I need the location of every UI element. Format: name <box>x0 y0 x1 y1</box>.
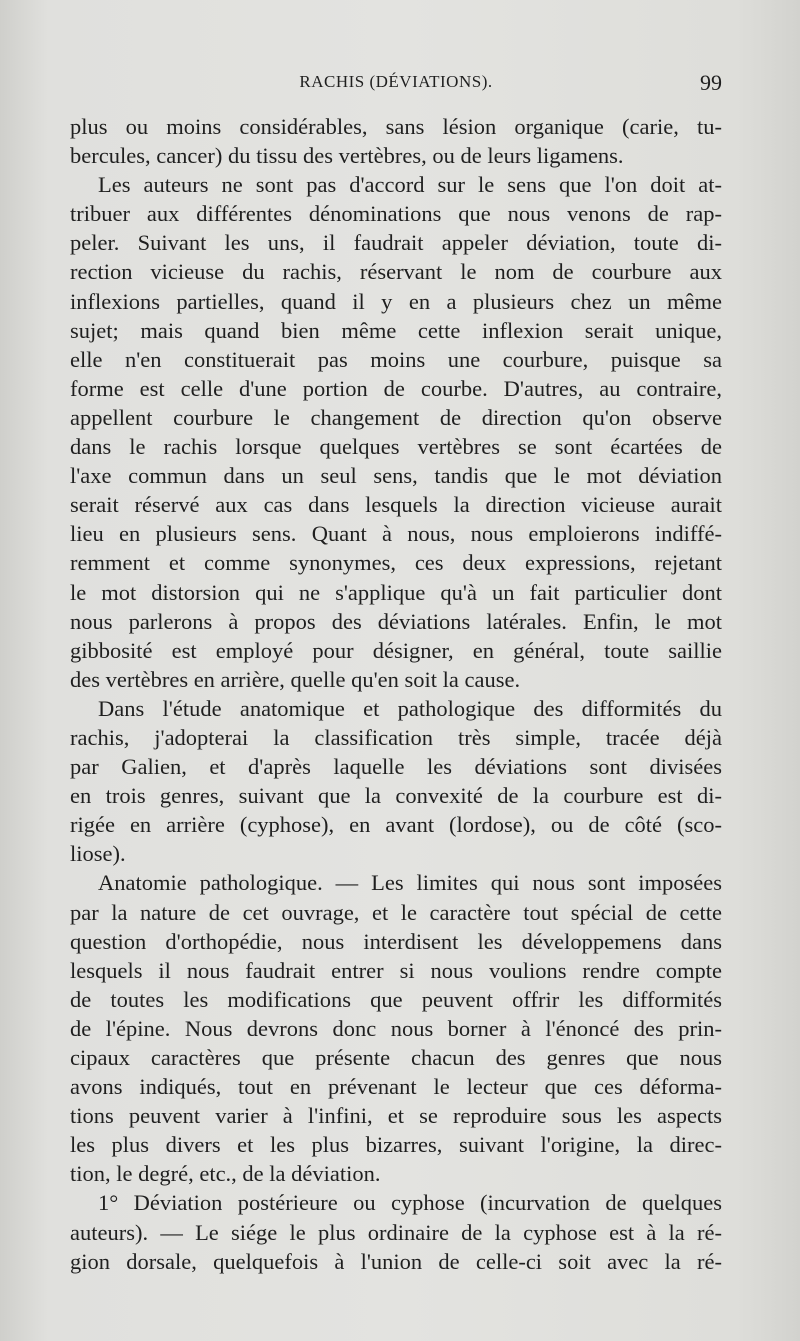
text-line: tion, le degré, etc., de la déviation. <box>70 1161 381 1187</box>
text-line: liose). <box>70 841 126 867</box>
page-number: 99 <box>700 70 722 95</box>
text-line: en trois genres, suivant que la convexité de la courbure est di- <box>70 783 722 809</box>
text-line: de l'épine. Nous devrons donc nous borner à l'énoncé des prin- <box>70 1015 722 1041</box>
text-line: 1° Déviation postérieure ou cyphose (incurvation de quelques <box>98 1190 722 1216</box>
text-line: des vertèbres en arrière, quelle qu'en soit la cause. <box>70 666 521 692</box>
text-line: Anatomie pathologique. — Les limites qui nous sont imposées <box>98 870 722 896</box>
text-line: de toutes les modifications que peuvent offrir les difformités <box>70 986 722 1012</box>
text-line: appellent courbure le changement de direction qu'on observe <box>70 404 722 430</box>
body-text <box>70 112 722 1276</box>
text-line: forme est celle d'une portion de courbe. D'autres, au contraire, <box>70 375 722 401</box>
text-line: l'axe commun dans un seul sens, tandis que le mot déviation <box>70 463 722 489</box>
text-line: rection vicieuse du rachis, réservant le nom de courbure aux <box>70 259 722 285</box>
text-line: dans le rachis lorsque quelques vertèbres se sont écartées de <box>70 434 722 460</box>
text-line: Dans l'étude anatomique et pathologique des difformités du <box>98 695 722 721</box>
text-line: lesquels il nous faudrait entrer si nous voulions rendre compte <box>70 957 722 983</box>
page-header <box>70 72 722 102</box>
text-line: bercules, cancer) du tissu des vertèbres, ou de leurs ligamens. <box>70 143 624 169</box>
text-line: cipaux caractères que présente chacun des genres que nous <box>70 1045 722 1070</box>
text-line: serait réservé aux cas dans lesquels la direction vicieuse aurait <box>70 492 722 518</box>
text-line: plus ou moins considérables, sans lésion organique (carie, tu- <box>70 114 722 139</box>
text-line: remment et comme synonymes, ces deux expressions, rejetant <box>70 550 722 576</box>
text-line: question d'orthopédie, nous interdisent les développemens dans <box>70 928 722 954</box>
text-line: auteurs). — Le siége le plus ordinaire de la cyphose est à la ré- <box>70 1219 722 1245</box>
text-line: tribuer aux différentes dénominations que nous venons de rap- <box>70 201 722 227</box>
text-line: sujet; mais quand bien même cette inflexion serait unique, <box>70 317 722 343</box>
text-line: rachis, j'adopterai la classification très simple, tracée déjà <box>70 724 722 750</box>
text-line: gion dorsale, quelquefois à l'union de celle-ci soit avec la ré- <box>70 1248 722 1274</box>
text-line: nous parlerons à propos des déviations latérales. Enfin, le mot <box>70 608 722 634</box>
text-line: rigée en arrière (cyphose), en avant (lordose), ou de côté (sco- <box>70 812 722 838</box>
text-line: tions peuvent varier à l'infini, et se reproduire sous les aspects <box>70 1103 722 1129</box>
text-line: les plus divers et les plus bizarres, suivant l'origine, la direc- <box>70 1132 722 1158</box>
running-title: RACHIS (DÉVIATIONS). <box>299 72 493 91</box>
text-line: elle n'en constituerait pas moins une courbure, puisque sa <box>70 346 722 372</box>
text-line: par la nature de cet ouvrage, et le caractère tout spécial de cette <box>70 899 722 925</box>
text-line: par Galien, et d'après laquelle les déviations sont divisées <box>70 754 722 780</box>
text-line: peler. Suivant les uns, il faudrait appeler déviation, toute di- <box>70 230 722 256</box>
text-line: lieu en plusieurs sens. Quant à nous, nous emploierons indiffé- <box>70 521 722 547</box>
text-line: Les auteurs ne sont pas d'accord sur le sens que l'on doit at- <box>98 172 722 198</box>
text-line: le mot distorsion qui ne s'applique qu'à un fait particulier dont <box>70 579 722 605</box>
text-line: inflexions partielles, quand il y en a plusieurs chez un même <box>70 288 722 314</box>
text-line: gibbosité est employé pour désigner, en général, toute saillie <box>70 637 722 663</box>
text-line: avons indiqués, tout en prévenant le lecteur que ces déforma- <box>70 1074 722 1100</box>
